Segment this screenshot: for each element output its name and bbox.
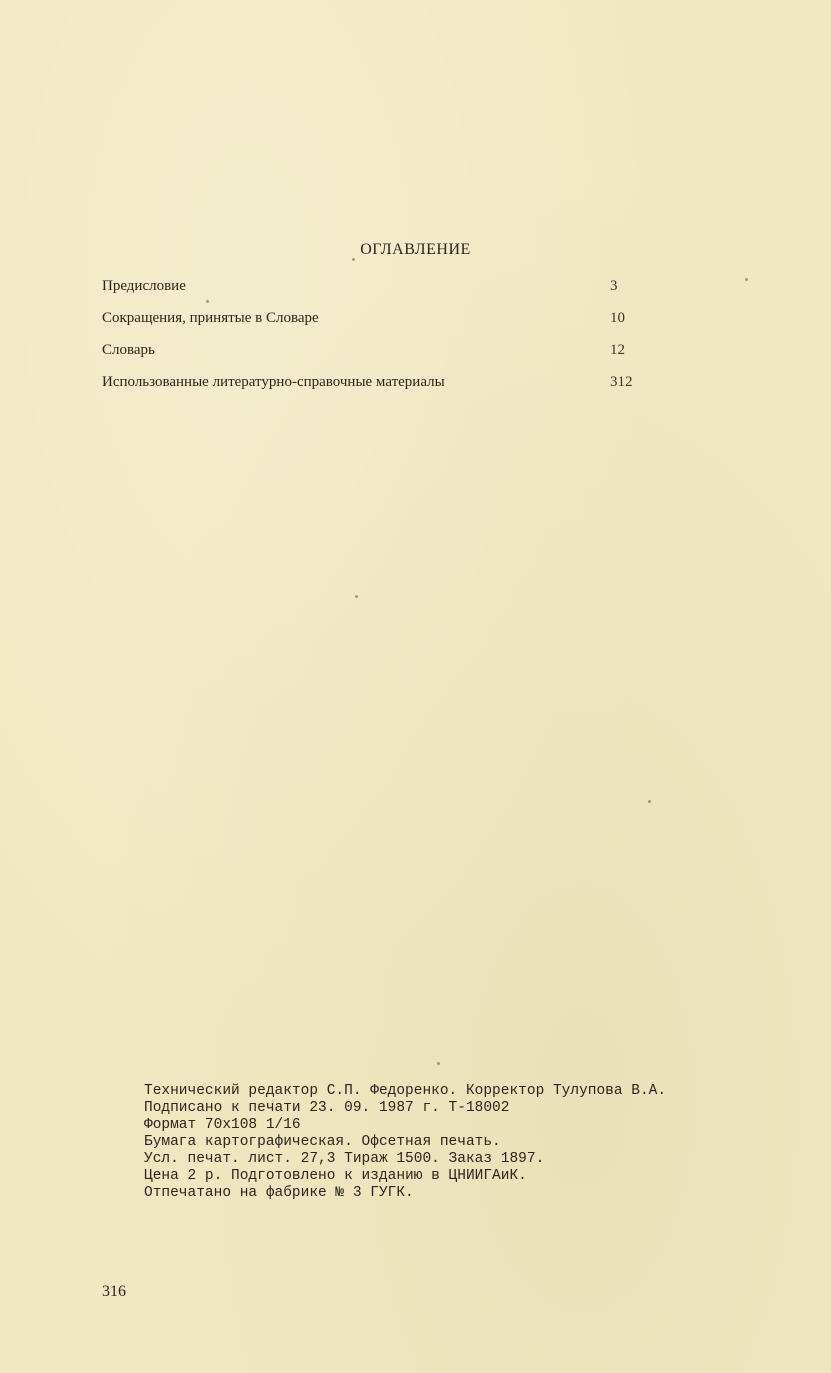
toc-entry-label: Предисловие [102,278,186,294]
toc-entry [102,372,662,404]
imprint-line: Подписано к печати 23. 09. 1987 г. Т-18002 [144,1100,510,1116]
toc-entry-label: Словарь [102,342,155,358]
toc-entry-page: 3 [610,278,618,294]
paper-speck [206,300,209,303]
paper-speck [648,800,651,803]
toc-entry-page: 312 [610,374,633,390]
toc-title: ОГЛАВЛЕНИЕ [360,241,471,258]
imprint-block [144,1083,704,1202]
toc-entry-label: Сокращения, принятые в Словаре [102,310,319,326]
paper-speck [745,278,748,281]
toc-entry-label: Использованные литературно-справочные материалы [102,374,445,390]
toc-entry [102,308,662,340]
paper-speck [355,595,358,598]
imprint-line: Бумага картографическая. Офсетная печать. [144,1134,501,1150]
imprint-line: Усл. печат. лист. 27,3 Тираж 1500. Заказ 1897. [144,1151,545,1167]
toc-list [102,276,662,404]
toc-entry-page: 12 [610,342,625,358]
paper-speck [352,258,355,261]
imprint-line: Отпечатано на фабрике № 3 ГУГК. [144,1185,414,1201]
page-number: 316 [102,1283,126,1300]
toc-entry [102,340,662,372]
paper-speck [437,1062,440,1065]
toc-entry-page: 10 [610,310,625,326]
imprint-line: Формат 70х108 1/16 [144,1117,301,1133]
imprint-line: Цена 2 р. Подготовлено к изданию в ЦНИИГАиК. [144,1168,527,1184]
toc-entry [102,276,662,308]
imprint-line: Технический редактор С.П. Федоренко. Корректор Тулупова В.А. [144,1083,667,1099]
